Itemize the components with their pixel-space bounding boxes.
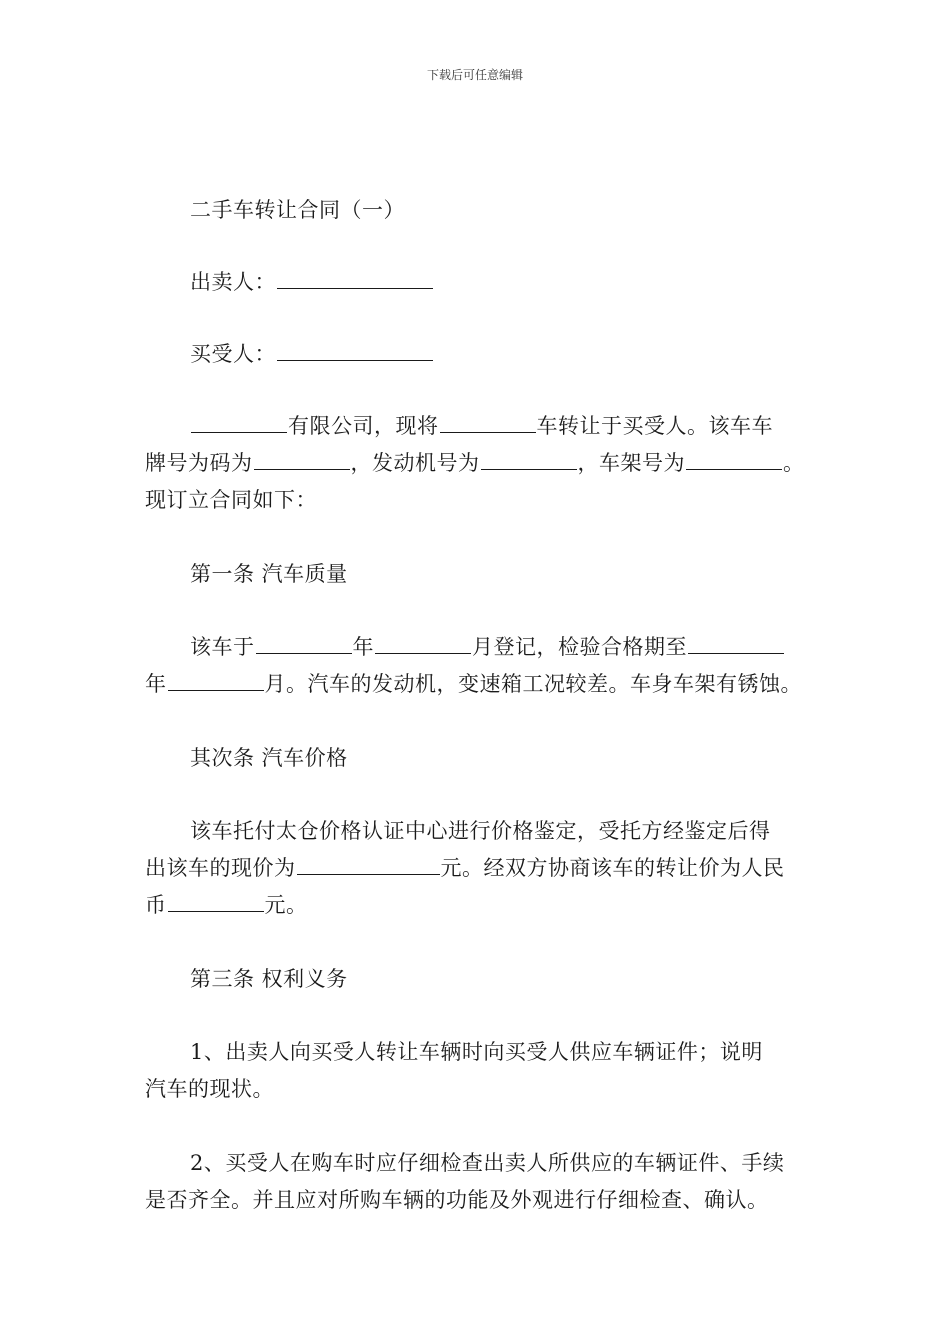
article3-item1-line1: 1、出卖人向买受人转让车辆时向买受人供应车辆证件；说明	[190, 1040, 763, 1064]
buyer-label: 买受人：	[190, 342, 276, 366]
article3-item1	[145, 1034, 815, 1108]
intro-text-3: 牌号为码为	[145, 451, 253, 475]
article2-text-2: 出该车的现价为	[145, 856, 296, 880]
article1-text-4: 年	[145, 672, 167, 696]
engine-blank	[481, 447, 577, 470]
reg-year-blank	[256, 631, 352, 654]
car-blank	[440, 410, 536, 433]
seller-line	[190, 264, 434, 301]
article2-text-4: 币	[145, 893, 167, 917]
buyer-line	[190, 336, 434, 373]
price-blank	[297, 852, 440, 875]
contract-title: 二手车转让合同（一）	[190, 198, 405, 222]
article3-item1-line2: 汽车的现状。	[145, 1077, 274, 1101]
intro-paragraph	[145, 408, 815, 519]
intro-text-7: 现订立合同如下：	[145, 488, 317, 512]
valid-year-blank	[688, 631, 784, 654]
article3-title: 第三条 权利义务	[190, 967, 348, 991]
intro-text-1: 有限公司，现将	[288, 414, 439, 438]
article2-text-5: 元。	[264, 893, 308, 917]
article3-item2	[145, 1145, 815, 1219]
article3-item2-line2: 是否齐全。并且应对所购车辆的功能及外观进行仔细检查、确认。	[145, 1188, 769, 1212]
article2-text-1: 该车托付太仓价格认证中心进行价格鉴定，受托方经鉴定后得	[190, 819, 771, 843]
seller-label: 出卖人：	[190, 270, 276, 294]
transfer-price-blank	[168, 889, 264, 912]
intro-text-4: ，发动机号为	[350, 451, 480, 475]
seller-blank	[277, 266, 433, 289]
article2-text-3: 元。经双方协商该车的转让价为人民	[440, 856, 785, 880]
valid-month-blank	[168, 668, 264, 691]
header-note: 下载后可任意编辑	[426, 68, 523, 82]
article2-paragraph	[145, 813, 815, 924]
article1-paragraph	[145, 629, 815, 703]
buyer-blank	[277, 338, 433, 361]
reg-month-blank	[375, 631, 471, 654]
intro-text-6: 。	[783, 451, 805, 475]
article1-text-5: 月。汽车的发动机，变速箱工况较差。车身车架有锈蚀。	[264, 672, 802, 696]
article3-item2-line1: 2、买受人在购车时应仔细检查出卖人所供应的车辆证件、手续	[190, 1151, 785, 1175]
intro-text-5: ，车架号为	[577, 451, 685, 475]
intro-text-2: 车转让于买受人。该车车	[536, 414, 773, 438]
plate-blank	[254, 447, 350, 470]
article2-title: 其次条 汽车价格	[190, 746, 348, 770]
article1-text-2: 年	[352, 635, 374, 659]
article1-text-3: 月登记，检验合格期至	[472, 635, 687, 659]
frame-blank	[686, 447, 782, 470]
company-blank	[191, 410, 287, 433]
article1-text-1: 该车于	[190, 635, 255, 659]
article1-title: 第一条 汽车质量	[190, 562, 348, 586]
